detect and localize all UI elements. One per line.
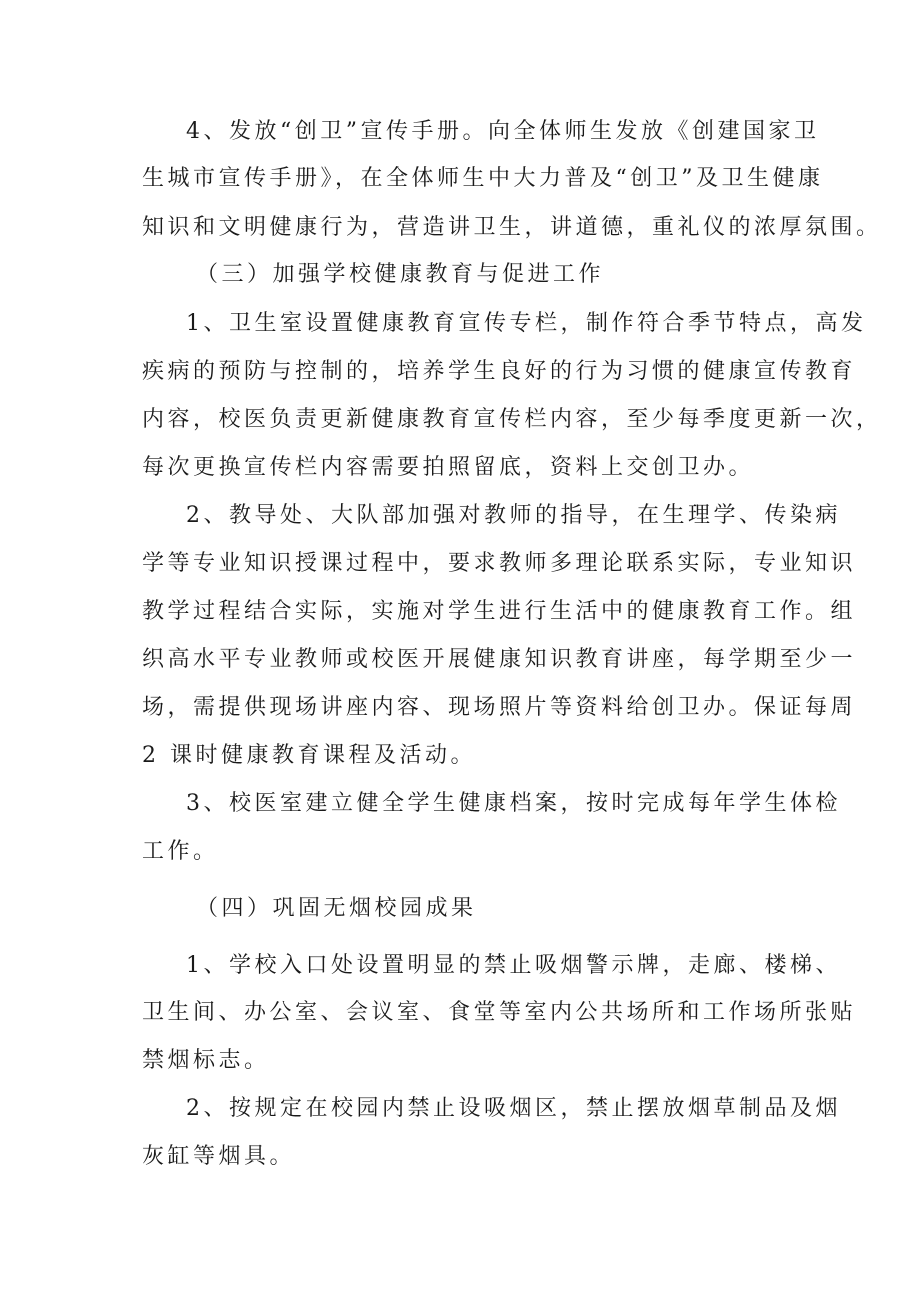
paragraph-line: 灰缸等烟具。: [142, 1144, 296, 1169]
paragraph-line: 知识和文明健康行为，营造讲卫生，讲道德，重礼仪的浓厚氛围。: [142, 215, 882, 240]
paragraph-line: 疾病的预防与控制的，培养学生良好的行为习惯的健康宣传教育: [142, 359, 857, 384]
section-heading: （三）加强学校健康教育与促进工作: [196, 262, 605, 287]
paragraph-line: 工作。: [142, 839, 219, 864]
paragraph-line: 学等专业知识授课过程中，要求教师多理论联系实际，专业知识: [142, 551, 857, 576]
paragraph-line: 1、卫生室设置健康教育宣传专栏，制作符合季节特点，高发: [186, 311, 867, 336]
paragraph-line: 禁烟标志。: [142, 1048, 270, 1073]
paragraph-line: 内容，校医负责更新健康教育宣传栏内容，至少每季度更新一次，: [142, 407, 882, 432]
paragraph-line: 卫生间、办公室、会议室、食堂等室内公共场所和工作场所张贴: [142, 1000, 857, 1025]
paragraph-line: 每次更换宣传栏内容需要拍照留底，资料上交创卫办。: [142, 455, 755, 480]
paragraph-line: 1、学校入口处设置明显的禁止吸烟警示牌，走廊、楼梯、: [186, 953, 841, 978]
paragraph-line: 教学过程结合实际，实施对学生进行生活中的健康教育工作。组: [142, 599, 857, 624]
paragraph-line: 生城市宣传手册》，在全体师生中大力普及“创卫”及卫生健康: [142, 166, 824, 191]
paragraph-line: 3、校医室建立健全学生健康档案，按时完成每年学生体检: [186, 791, 841, 816]
section-heading: （四）巩固无烟校园成果: [196, 896, 477, 921]
paragraph-line: 场，需提供现场讲座内容、现场照片等资料给创卫办。保证每周: [142, 695, 857, 720]
paragraph-line: 2、教导处、大队部加强对教师的指导，在生理学、传染病: [186, 503, 841, 528]
paragraph-line: 织高水平专业教师或校医开展健康知识教育讲座，每学期至少一: [142, 647, 857, 672]
paragraph-line: 2、按规定在校园内禁止设吸烟区，禁止摆放烟草制品及烟: [186, 1096, 841, 1121]
paragraph-line: 2 课时健康教育课程及活动。: [142, 743, 476, 768]
paragraph-line: 4、发放“创卫”宣传手册。向全体师生发放《创建国家卫: [186, 119, 820, 144]
